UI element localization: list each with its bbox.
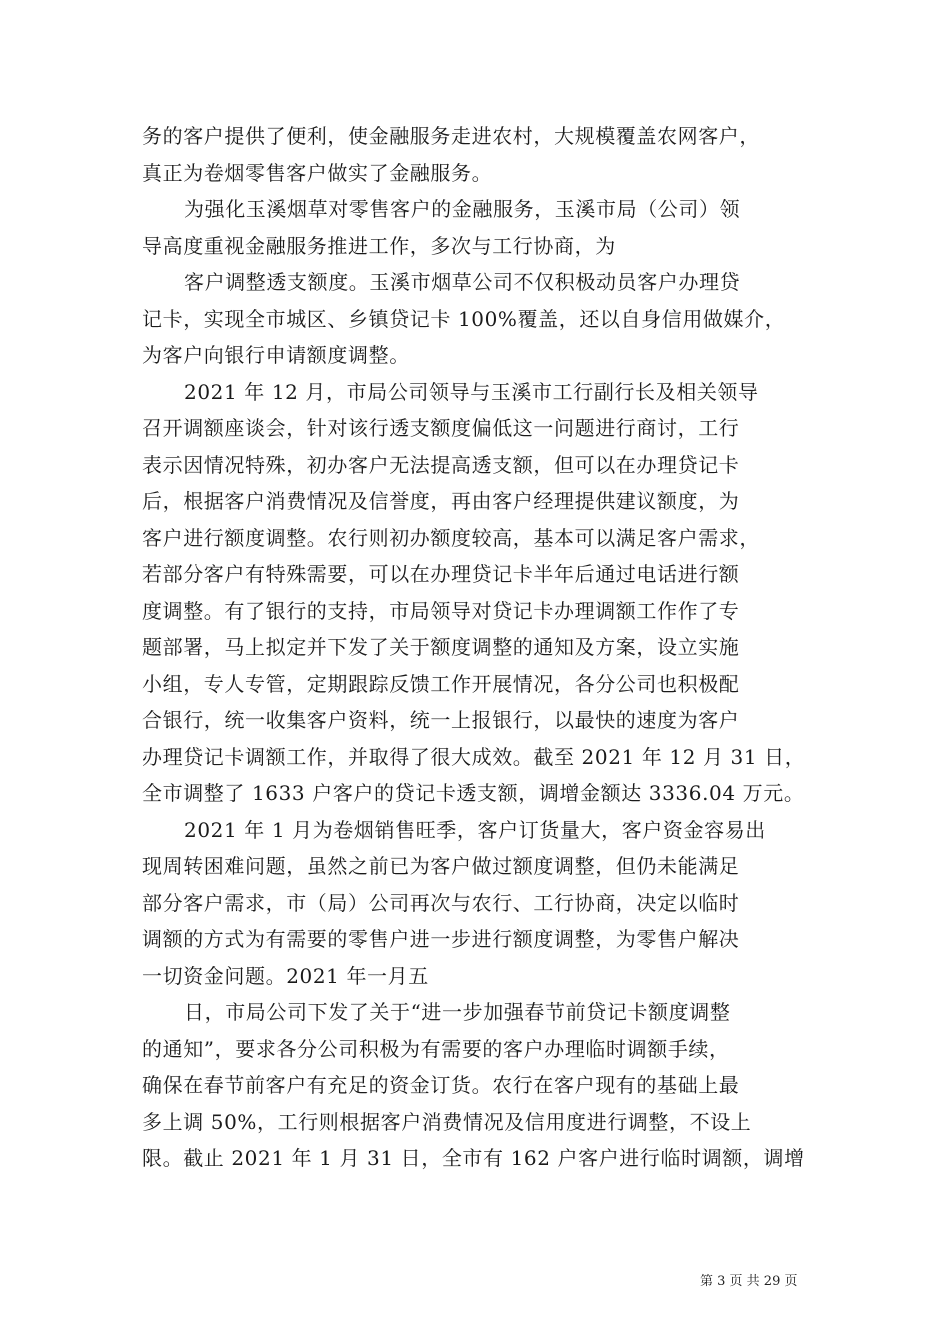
text-line: 多上调 50%，工行则根据客户消费情况及信用度进行调整，不设上 [142, 1109, 752, 1134]
paragraph [142, 994, 826, 1177]
text-line: 日，市局公司下发了关于“进一步加强春节前贷记卡额度调整 [184, 1000, 731, 1024]
text-line: 若部分客户有特殊需要，可以在办理贷记卡半年后通过电话进行额 [142, 562, 740, 586]
text-line: 为强化玉溪烟草对零售客户的金融服务，玉溪市局（公司）领 [184, 197, 741, 221]
text-line: 召开调额座谈会，针对该行透支额度偏低这一问题进行商讨，工行 [142, 416, 740, 440]
text-line: 真正为卷烟零售客户做实了金融服务。 [142, 160, 493, 185]
document-body [142, 118, 826, 1177]
text-line: 现周转困难问题，虽然之前已为客户做过额度调整，但仍未能满足 [142, 854, 740, 878]
text-line: 客户调整透支额度。玉溪市烟草公司不仅积极动员客户办理贷 [184, 270, 741, 294]
text-line: 合银行，统一收集客户资料，统一上报银行，以最快的速度为客户 [142, 708, 740, 732]
text-line: 务的客户提供了便利，使金融服务走进农村，大规模覆盖农网客户， [142, 124, 760, 148]
paragraph [142, 118, 826, 191]
text-line: 部分客户需求，市（局）公司再次与农行、工行协商，决定以临时 [142, 890, 740, 915]
text-line: 度调整。有了银行的支持，市局领导对贷记卡办理调额工作作了专 [142, 598, 740, 623]
text-line: 为客户向银行申请额度调整。 [142, 343, 410, 367]
text-line: 后，根据客户消费情况及信誉度，再由客户经理提供建议额度，为 [142, 489, 740, 513]
text-line: 2021 年 12 月，市局公司领导与玉溪市工行副行长及相关领导 [184, 379, 759, 404]
text-line: 全市调整了 1633 户客户的贷记卡透支额，调增金额达 3336.04 万元。 [142, 781, 805, 805]
text-line: 导高度重视金融服务推进工作，多次与工行协商，为 [142, 233, 616, 258]
text-line: 记卡，实现全市城区、乡镇贷记卡 100%覆盖，还以自身信用做媒介， [142, 306, 786, 331]
paragraph [142, 812, 826, 995]
text-line: 小组，专人专管，定期跟踪反馈工作开展情况，各分公司也积极配 [142, 671, 740, 696]
text-line: 2021 年 1 月为卷烟销售旺季，客户订货量大，客户资金容易出 [184, 817, 766, 842]
page-number-footer: 第 3 页 共 29 页 [700, 1274, 798, 1289]
paragraph [142, 264, 826, 374]
paragraph [142, 191, 826, 264]
text-line: 题部署，马上拟定并下发了关于额度调整的通知及方案，设立实施 [142, 635, 740, 659]
text-line: 限。截止 2021 年 1 月 31 日，全市有 162 户客户进行临时调额，调增 [142, 1146, 805, 1170]
text-line: 一切资金问题。2021 年一月五 [142, 963, 429, 988]
text-line: 办理贷记卡调额工作，并取得了很大成效。截至 2021 年 12 月 31 日， [142, 744, 806, 769]
text-line: 确保在春节前客户有充足的资金订货。农行在客户现有的基础上最 [142, 1073, 740, 1097]
text-line: 调额的方式为有需要的零售户进一步进行额度调整，为零售户解决 [142, 927, 740, 951]
paragraph [142, 374, 826, 812]
text-line: 客户进行额度调整。农行则初办额度较高，基本可以满足客户需求， [142, 525, 760, 550]
text-line: 表示因情况特殊，初办客户无法提高透支额，但可以在办理贷记卡 [142, 452, 740, 477]
text-line: 的通知”，要求各分公司积极为有需要的客户办理临时调额手续， [142, 1036, 730, 1061]
